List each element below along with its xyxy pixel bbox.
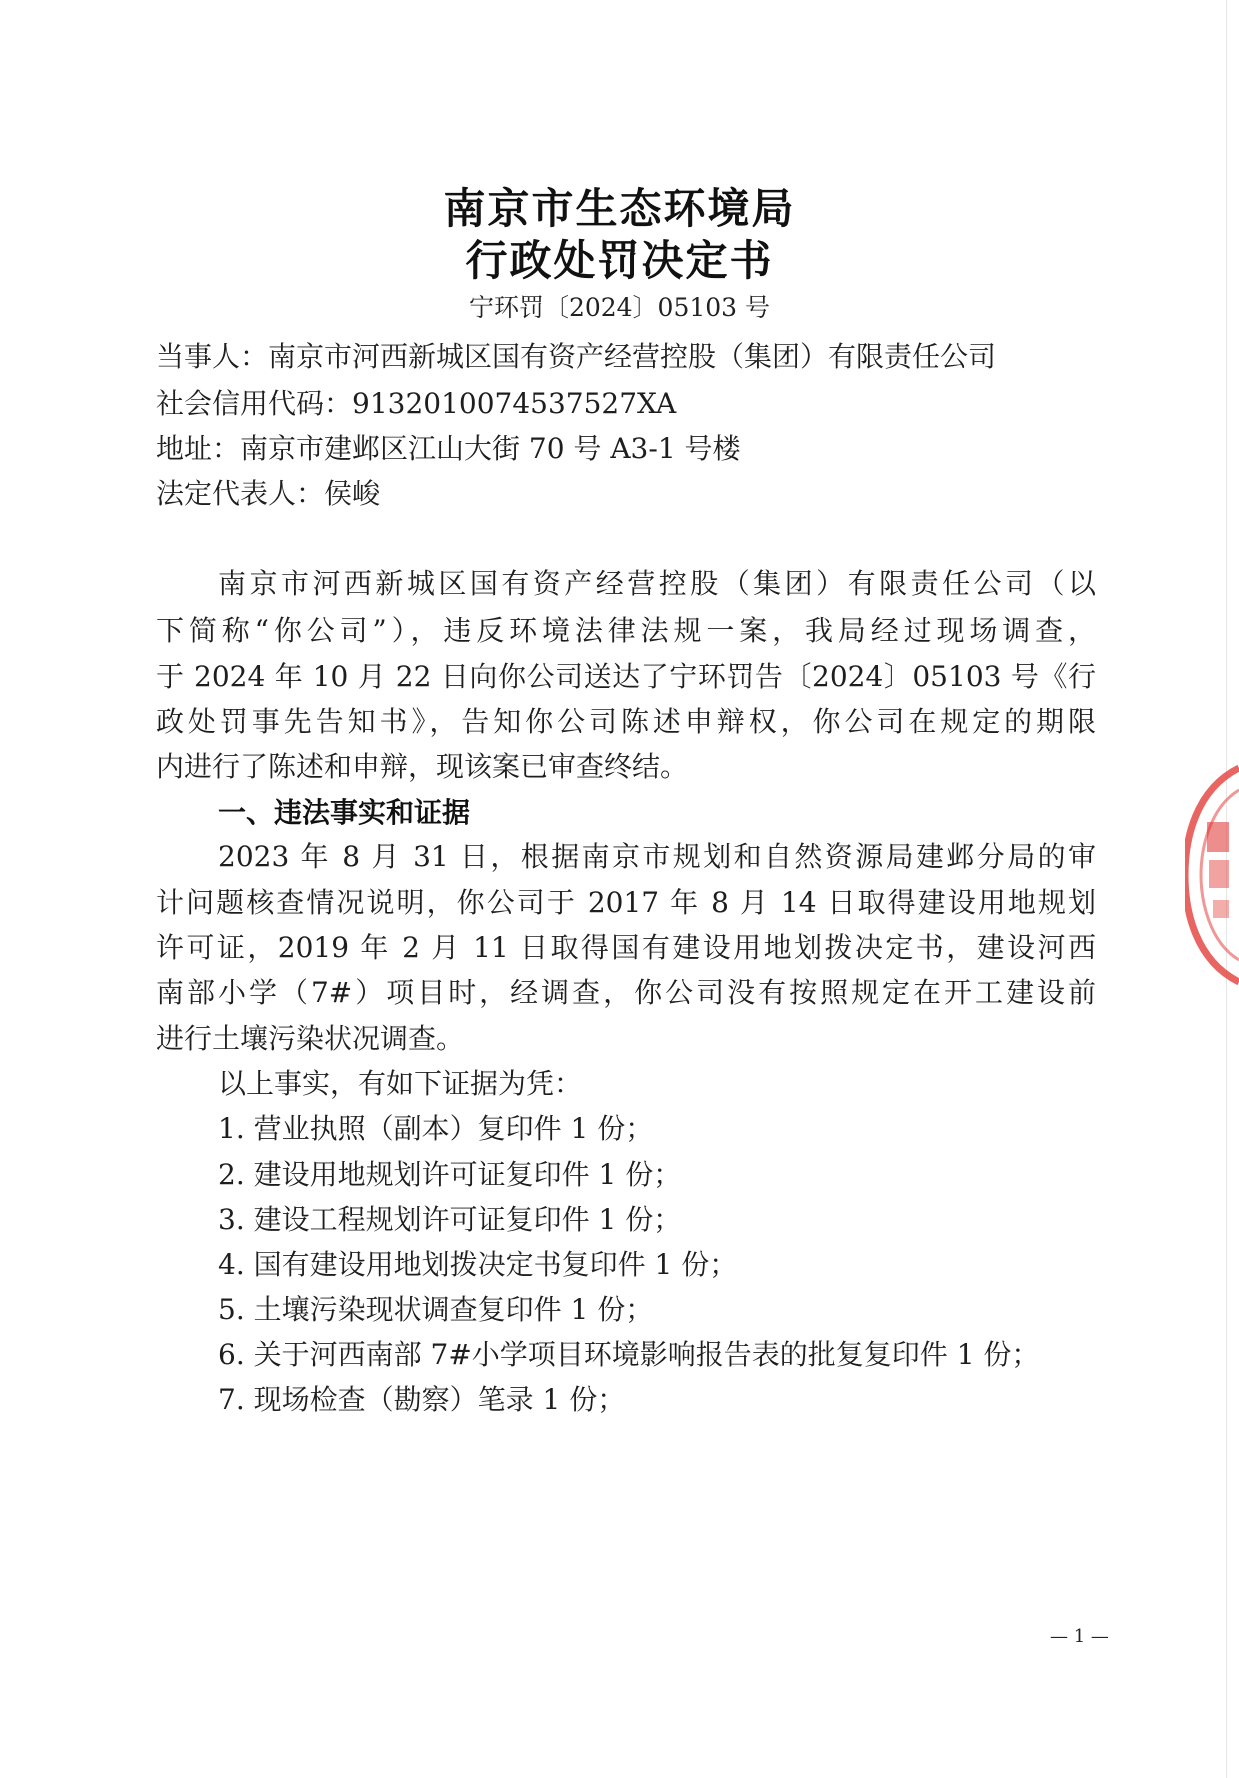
facts-line: 进行土壤污染状况调查。 [156, 1022, 465, 1055]
intro-line: 南京市河西新城区国有资产经营控股（集团）有限责任公司（以 [218, 567, 1096, 600]
legal-representative: 法定代表人：侯峻 [156, 477, 381, 510]
page-number: — 1 — [1050, 1626, 1109, 1647]
evidence-item: 1. 营业执照（副本）复印件 1 份； [218, 1112, 654, 1145]
evidence-item: 5. 土壤污染现状调查复印件 1 份； [218, 1293, 654, 1326]
facts-line: 计问题核查情况说明，你公司于 2017 年 8 月 14 日取得建设用地规划 [156, 886, 1096, 919]
facts-line: 许可证，2019 年 2 月 11 日取得国有建设用地划拨决定书，建设河西 [156, 931, 1096, 964]
evidence-item: 7. 现场检查（勘察）笔录 1 份； [218, 1383, 626, 1416]
intro-line: 下简称“你公司”），违反环境法律法规一案，我局经过现场调查， [156, 614, 1096, 647]
facts-line: 2023 年 8 月 31 日，根据南京市规划和自然资源局建邺分局的审 [218, 840, 1096, 873]
document-title: 南京市生态环境局 [443, 184, 796, 233]
intro-line: 内进行了陈述和申辩，现该案已审查终结。 [156, 750, 689, 783]
intro-line: 于 2024 年 10 月 22 日向你公司送达了宁环罚告〔2024〕05103 号《行 [156, 660, 1096, 693]
evidence-intro: 以上事实，有如下证据为凭： [218, 1067, 583, 1100]
official-seal-icon [1185, 760, 1239, 990]
document-number: 宁环罚〔2024〕05103 号 [468, 293, 771, 322]
evidence-item: 3. 建设工程规划许可证复印件 1 份； [218, 1203, 682, 1236]
party-name: 当事人：南京市河西新城区国有资产经营控股（集团）有限责任公司 [156, 340, 997, 373]
facts-line: 南部小学（7#）项目时，经调查，你公司没有按照规定在开工建设前 [156, 976, 1096, 1009]
intro-line: 政处罚事先告知书》，告知你公司陈述申辩权，你公司在规定的期限 [156, 705, 1096, 738]
section-heading: 一、违法事实和证据 [218, 796, 471, 829]
address: 地址：南京市建邺区江山大街 70 号 A3-1 号楼 [156, 432, 741, 465]
evidence-item: 4. 国有建设用地划拨决定书复印件 1 份； [218, 1248, 738, 1281]
credit-code: 社会信用代码：9132010074537527XA [156, 387, 677, 420]
document-subtitle: 行政处罚决定书 [465, 236, 774, 285]
evidence-item: 6. 关于河西南部 7#小学项目环境影响报告表的批复复印件 1 份； [218, 1338, 1040, 1371]
evidence-item: 2. 建设用地规划许可证复印件 1 份； [218, 1158, 682, 1191]
